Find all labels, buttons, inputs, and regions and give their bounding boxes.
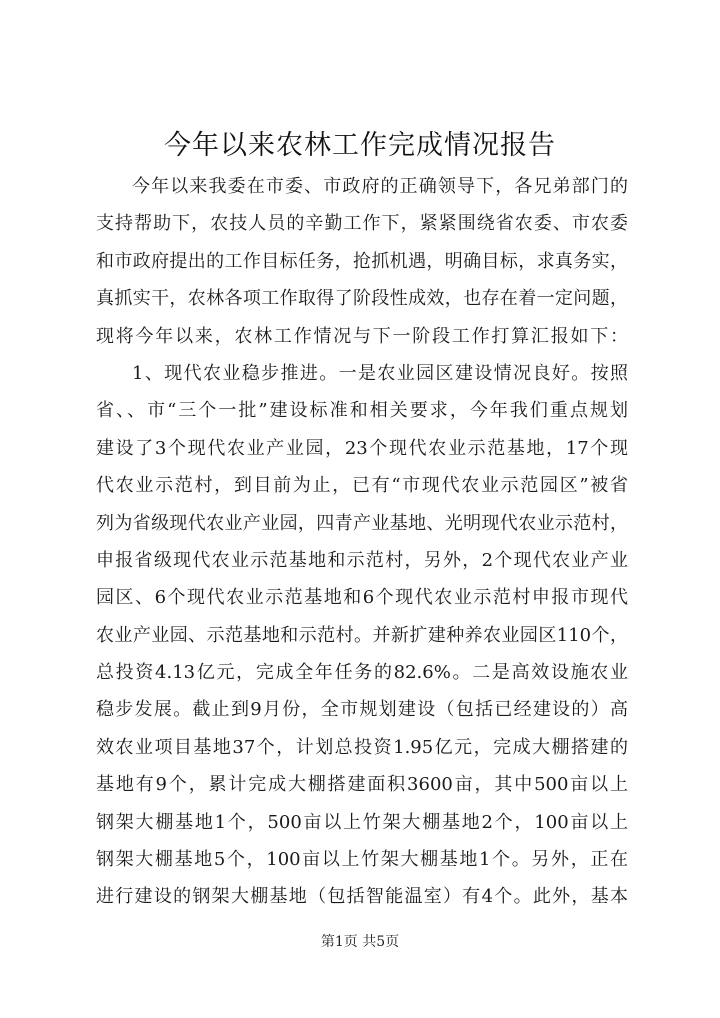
paragraph-line: 农业产业园、示范基地和示范村。并新扩建种养农业园区110个， [96,624,628,646]
document-body [96,168,628,916]
paragraph-line: 申报省级现代农业示范基地和示范村，另外，2个现代农业产业 [96,549,628,571]
paragraph-line: 今年以来我委在市委、市政府的正确领导下，各兄弟部门的 [132,176,628,197]
paragraph-line: 钢架大棚基地1个，500亩以上竹架大棚基地2个，100亩以上 [96,811,628,833]
paragraph-line: 效农业项目基地37个，计划总投资1.95亿元，完成大棚搭建的 [96,736,628,758]
paragraph-line: 真抓实干，农林各项工作取得了阶段性成效，也存在着一定问题， [96,288,628,310]
document-title: 今年以来农林工作完成情况报告 [164,130,556,161]
paragraph-line: 总投资4.13亿元，完成全年任务的82.6%。二是高效设施农业 [96,662,628,684]
page-footer: 第1页 共5页 [320,934,400,950]
paragraph-line: 进行建设的钢架大棚基地（包括智能温室）有4个。此外，基本 [96,886,628,908]
paragraph-line: 现将今年以来，农林工作情况与下一阶段工作打算汇报如下： [96,325,628,347]
paragraph-line: 建设了3个现代农业产业园，23个现代农业示范基地，17个现 [96,437,628,459]
paragraph-line: 基地有9个，累计完成大棚搭建面积3600亩，其中500亩以上 [96,774,628,796]
paragraph-line: 和市政府提出的工作目标任务，抢抓机遇，明确目标，求真务实， [96,250,628,272]
paragraph-line: 园区、6个现代农业示范基地和6个现代农业示范村申报市现代 [96,587,628,609]
paragraph-line: 支持帮助下，农技人员的辛勤工作下，紧紧围绕省农委、市农委 [96,213,628,235]
paragraph-line: 列为省级现代农业产业园，四青产业基地、光明现代农业示范村， [96,512,628,534]
paragraph-line: 1、现代农业稳步推进。一是农业园区建设情况良好。按照 [132,362,628,384]
paragraph-line: 省、、市“三个一批”建设标准和相关要求，今年我们重点规划 [96,400,628,422]
paragraph-line: 稳步发展。截止到9月份，全市规划建设（包括已经建设的）高 [96,699,628,721]
paragraph-line: 钢架大棚基地5个，100亩以上竹架大棚基地1个。另外，正在 [96,849,628,871]
paragraph-line: 代农业示范村，到目前为止，已有“市现代农业示范园区”被省 [96,475,628,497]
